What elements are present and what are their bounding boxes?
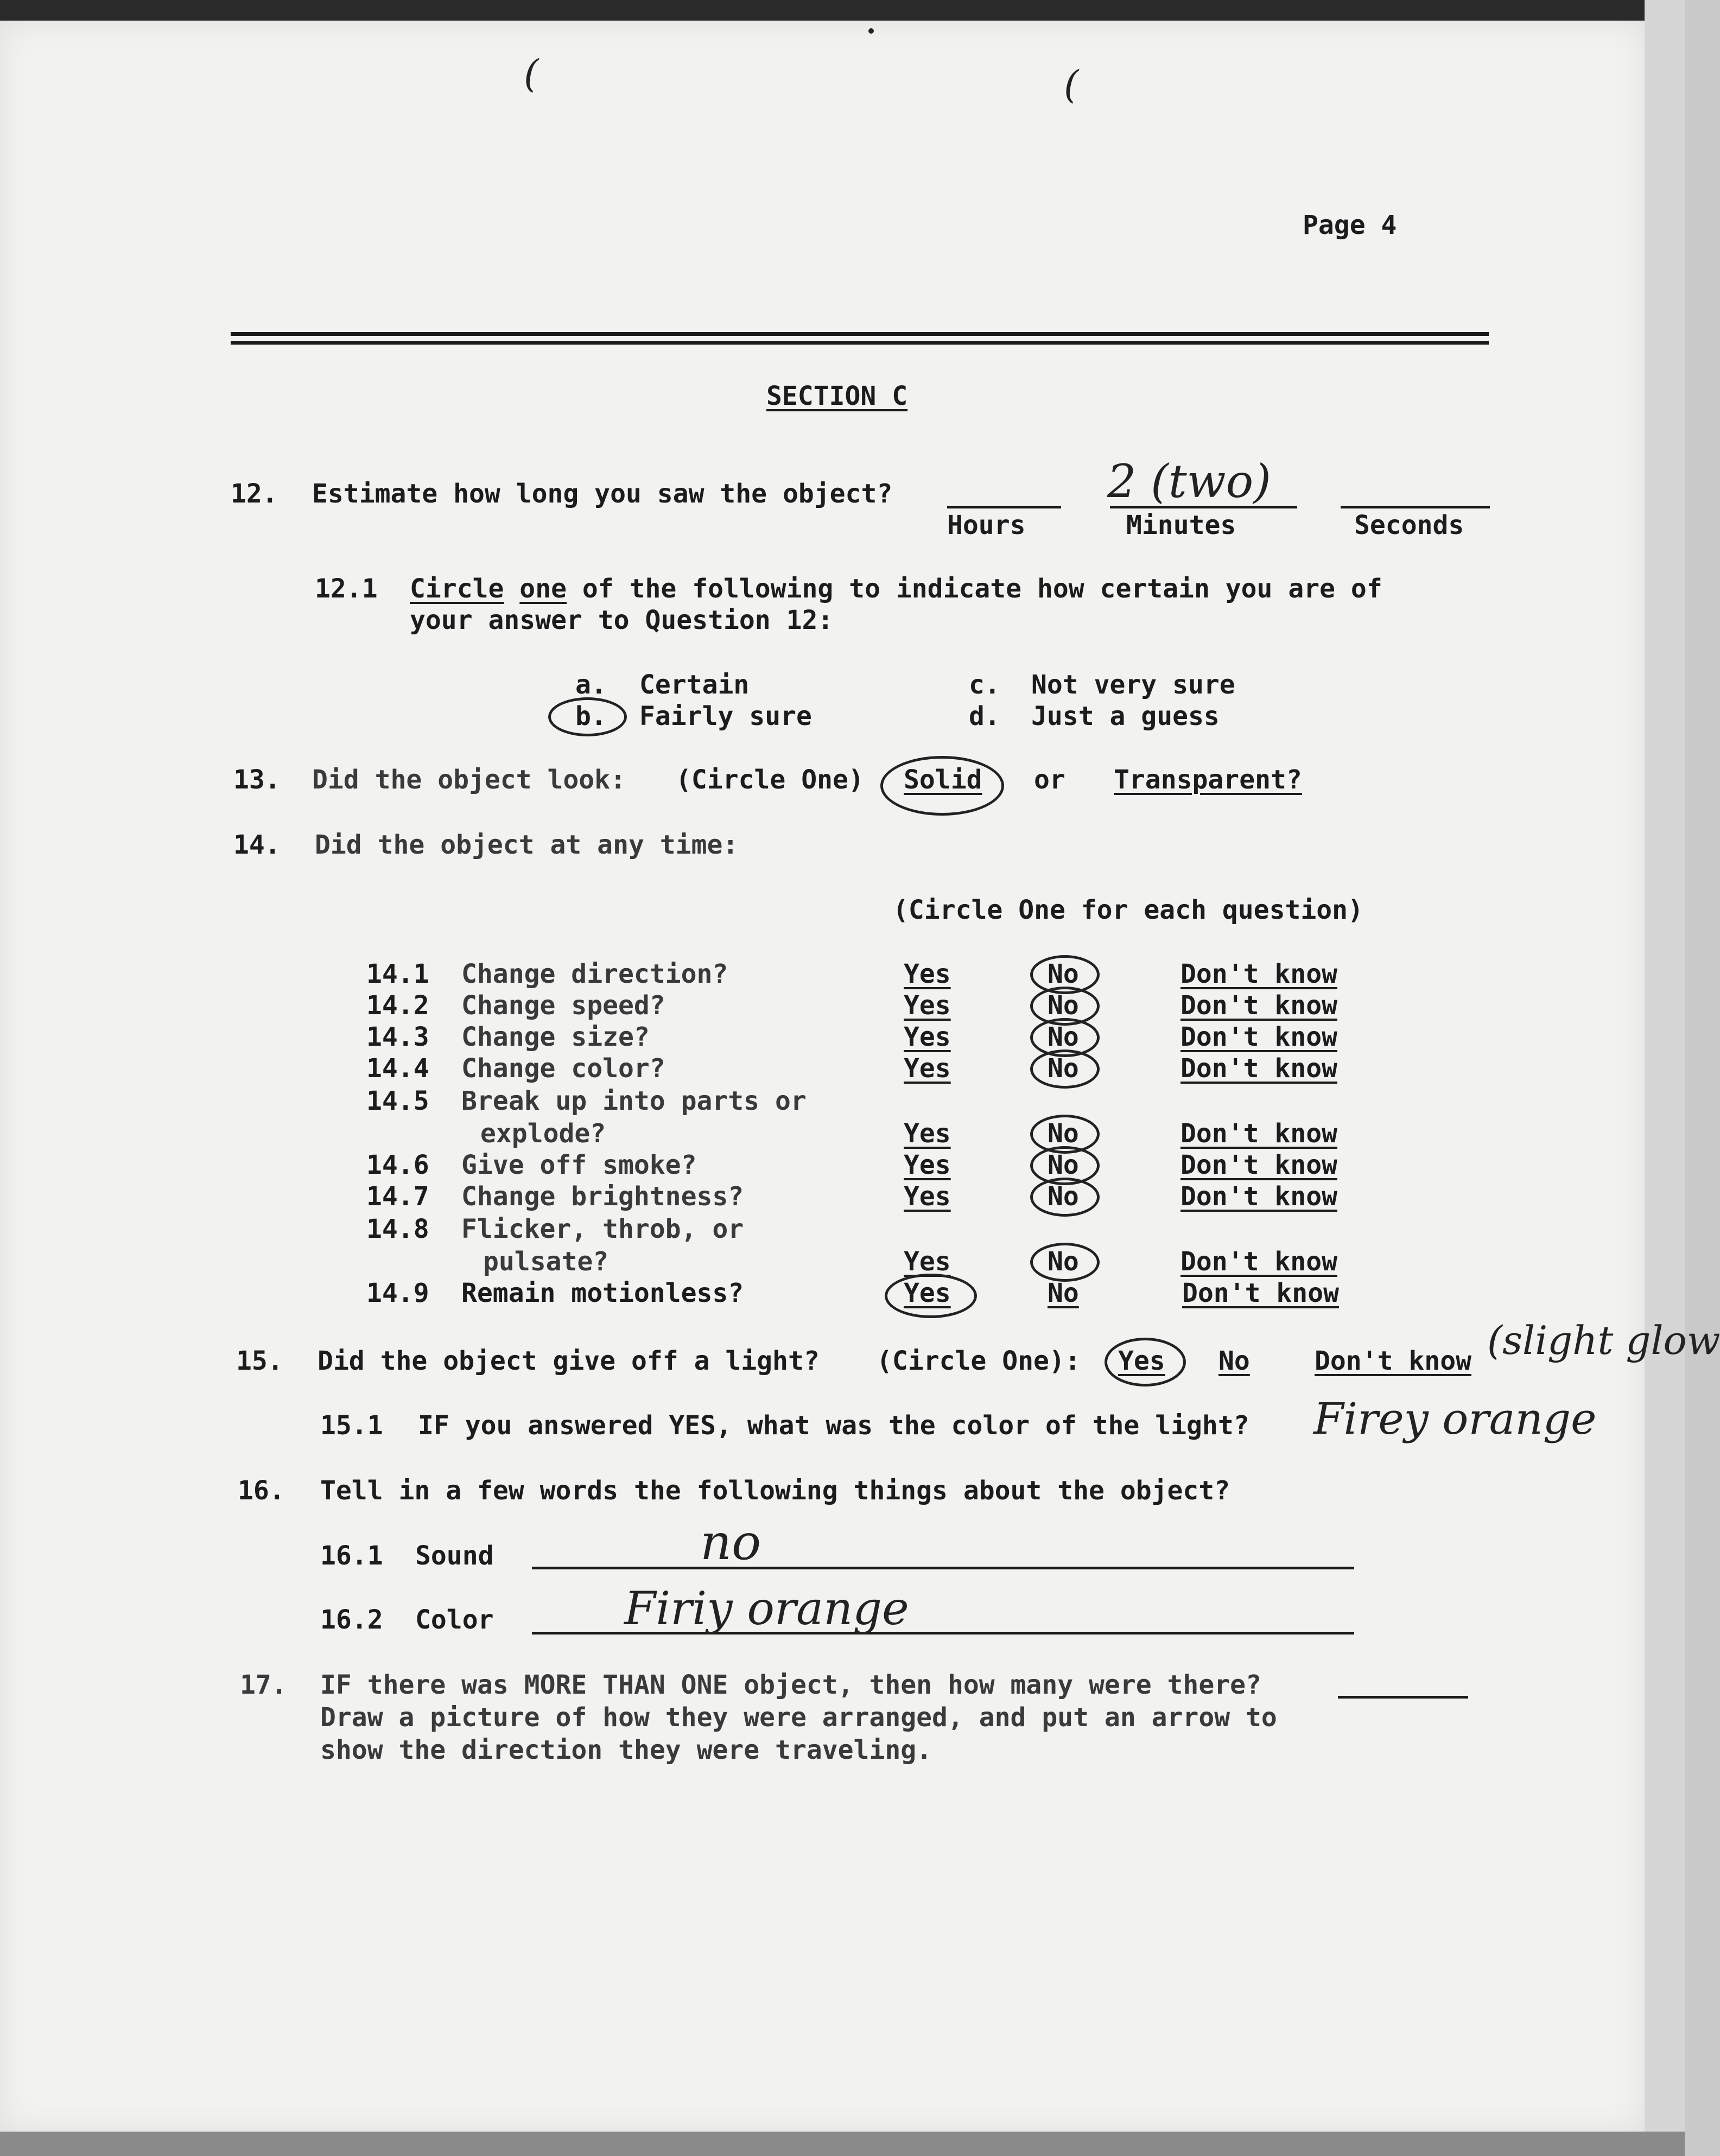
- q14-8-text: Flicker, throb, or: [461, 1214, 744, 1244]
- seconds-line: [1341, 506, 1490, 508]
- scan-top-edge: [0, 0, 1685, 21]
- solid-circle: [880, 756, 1004, 816]
- page-number: Page 4: [1303, 210, 1397, 240]
- q14-5-dk: Don't know: [1180, 1118, 1337, 1149]
- q14-1-number: 14.1: [366, 959, 429, 989]
- section-title: SECTION C: [766, 381, 908, 411]
- option-d-label: Just a guess: [1031, 701, 1220, 732]
- q17-line1: IF there was MORE THAN ONE object, then how many were there?: [320, 1670, 1261, 1700]
- q14-8-number: 14.8: [366, 1214, 429, 1244]
- q14-5-number: 14.5: [366, 1086, 429, 1116]
- q13-solid: Solid: [904, 765, 982, 795]
- q15-yes: Yes: [1118, 1346, 1165, 1376]
- seconds-label: Seconds: [1354, 510, 1464, 540]
- sound-line: [532, 1567, 1354, 1569]
- header-rule-bottom: [231, 341, 1489, 345]
- q14-3-text: Change size?: [461, 1022, 650, 1052]
- hours-line: [947, 506, 1061, 508]
- q14-number: 14.: [233, 830, 281, 860]
- q14-7-number: 14.7: [366, 1181, 429, 1212]
- q14-text: Did the object at any time:: [315, 830, 739, 860]
- q14-6-no: No: [1048, 1150, 1079, 1180]
- q13-instruction: (Circle One): [676, 765, 864, 795]
- q14-9-text: Remain motionless?: [461, 1278, 744, 1308]
- q14-6-yes: Yes: [904, 1150, 951, 1180]
- q14-8-yes: Yes: [904, 1246, 951, 1277]
- option-c-label: Not very sure: [1031, 670, 1235, 700]
- q12-1-text: [410, 573, 1382, 605]
- staple-mark-left: (: [524, 52, 539, 96]
- q14-2-yes: Yes: [904, 990, 951, 1021]
- q14-4-no: No: [1048, 1053, 1079, 1084]
- hours-label: Hours: [947, 510, 1026, 540]
- scan-right-edge: [1645, 0, 1685, 2156]
- q14-2-text: Change speed?: [461, 990, 665, 1021]
- q14-5-text2: explode?: [480, 1118, 606, 1149]
- q14-3-yes: Yes: [904, 1022, 951, 1052]
- q14-8-text2: pulsate?: [483, 1246, 609, 1277]
- option-d-letter: d.: [969, 701, 1000, 732]
- q14-7-dk: Don't know: [1180, 1181, 1337, 1212]
- sound-label: Sound: [415, 1541, 494, 1571]
- option-b-label: Fairly sure: [639, 701, 812, 732]
- q14-1-dk: Don't know: [1180, 959, 1337, 989]
- q14-2-number: 14.2: [366, 990, 429, 1021]
- q15-note: (slight glow: [1487, 1318, 1720, 1363]
- q14-1-yes: Yes: [904, 959, 951, 989]
- q12-number: 12.: [231, 479, 278, 509]
- q16-1-number: 16.1: [320, 1541, 383, 1571]
- minutes-answer: 2 (two): [1107, 455, 1271, 508]
- q14-7-text: Change brightness?: [461, 1181, 744, 1212]
- q13-text: Did the object look:: [312, 765, 626, 795]
- q14-instruction: (Circle One for each question): [893, 895, 1363, 925]
- q14-4-yes: Yes: [904, 1053, 951, 1084]
- q14-3-dk: Don't know: [1180, 1022, 1337, 1052]
- q16-2-number: 16.2: [320, 1605, 383, 1635]
- q17-number: 17.: [240, 1670, 287, 1700]
- q14-7-no-circle: [1030, 1178, 1100, 1217]
- q14-9-yes-circle: [885, 1274, 977, 1318]
- minutes-label: Minutes: [1126, 510, 1236, 540]
- q14-1-no: No: [1048, 959, 1079, 989]
- q14-4-number: 14.4: [366, 1053, 429, 1084]
- q15-1-answer: Firey orange: [1313, 1394, 1597, 1444]
- q14-6-number: 14.6: [366, 1150, 429, 1180]
- q14-4-no-circle: [1030, 1050, 1100, 1089]
- sound-answer: no: [700, 1514, 761, 1571]
- header-rule-top: [231, 332, 1489, 336]
- q12-1-line2: your answer to Question 12:: [410, 605, 834, 635]
- q14-3-no: No: [1048, 1022, 1079, 1052]
- q14-5-yes: Yes: [904, 1118, 951, 1149]
- q13-or: or: [1034, 765, 1065, 795]
- q14-9-number: 14.9: [366, 1278, 429, 1308]
- color-answer: Firiy orange: [624, 1582, 909, 1635]
- q14-9-dk: Don't know: [1182, 1278, 1339, 1308]
- scan-bottom-edge: [0, 2132, 1685, 2156]
- q15-no: No: [1218, 1346, 1250, 1376]
- q12-1-number: 12.1: [315, 574, 378, 604]
- q14-7-yes: Yes: [904, 1181, 951, 1212]
- color-label: Color: [415, 1605, 494, 1635]
- q15-instruction: (Circle One):: [877, 1346, 1081, 1376]
- q14-9-no: No: [1048, 1278, 1079, 1308]
- q13-number: 13.: [233, 765, 281, 795]
- q16-text: Tell in a few words the following things about the object?: [320, 1476, 1230, 1506]
- staple-mark-right: (: [1064, 62, 1079, 107]
- q17-line2: Draw a picture of how they were arranged, and put an arrow to: [320, 1702, 1277, 1733]
- q15-dk: Don't know: [1315, 1346, 1471, 1376]
- option-c-letter: c.: [969, 670, 1000, 700]
- option-a-label: Certain: [639, 670, 750, 700]
- q14-5-text: Break up into parts or: [461, 1086, 807, 1116]
- q17-line3: show the direction they were traveling.: [320, 1735, 932, 1765]
- q14-8-dk: Don't know: [1180, 1246, 1337, 1277]
- q14-7-no: No: [1048, 1181, 1079, 1212]
- scan-dot: [868, 28, 874, 34]
- q14-6-dk: Don't know: [1180, 1150, 1337, 1180]
- q17-count-line: [1338, 1696, 1468, 1699]
- q15-yes-circle: [1105, 1338, 1186, 1387]
- document-page: [0, 21, 1645, 2132]
- q14-3-number: 14.3: [366, 1022, 429, 1052]
- option-b-letter: b.: [575, 701, 607, 732]
- q14-9-yes: Yes: [904, 1278, 951, 1308]
- q15-1-text: IF you answered YES, what was the color of the light?: [418, 1410, 1249, 1441]
- q12-1-rest: of the following to indicate how certain you are of: [567, 574, 1382, 604]
- option-b-circle: [548, 697, 627, 736]
- q14-8-no: No: [1048, 1246, 1079, 1277]
- q14-6-text: Give off smoke?: [461, 1150, 697, 1180]
- one-word: one: [519, 574, 567, 604]
- q14-2-no: No: [1048, 990, 1079, 1021]
- q14-2-dk: Don't know: [1180, 990, 1337, 1021]
- q14-4-text: Change color?: [461, 1053, 665, 1084]
- circle-word: Circle: [410, 574, 504, 604]
- q15-number: 15.: [236, 1346, 283, 1376]
- q15-text: Did the object give off a light?: [318, 1346, 820, 1376]
- q13-transparent: Transparent?: [1114, 765, 1302, 795]
- q15-1-number: 15.1: [320, 1410, 383, 1441]
- q14-5-no: No: [1048, 1118, 1079, 1149]
- q14-4-dk: Don't know: [1180, 1053, 1337, 1084]
- q16-number: 16.: [238, 1476, 285, 1506]
- q14-8-no-circle: [1030, 1243, 1100, 1282]
- q12-text: Estimate how long you saw the object?: [312, 479, 893, 509]
- option-a-letter: a.: [575, 670, 607, 700]
- q14-1-text: Change direction?: [461, 959, 728, 989]
